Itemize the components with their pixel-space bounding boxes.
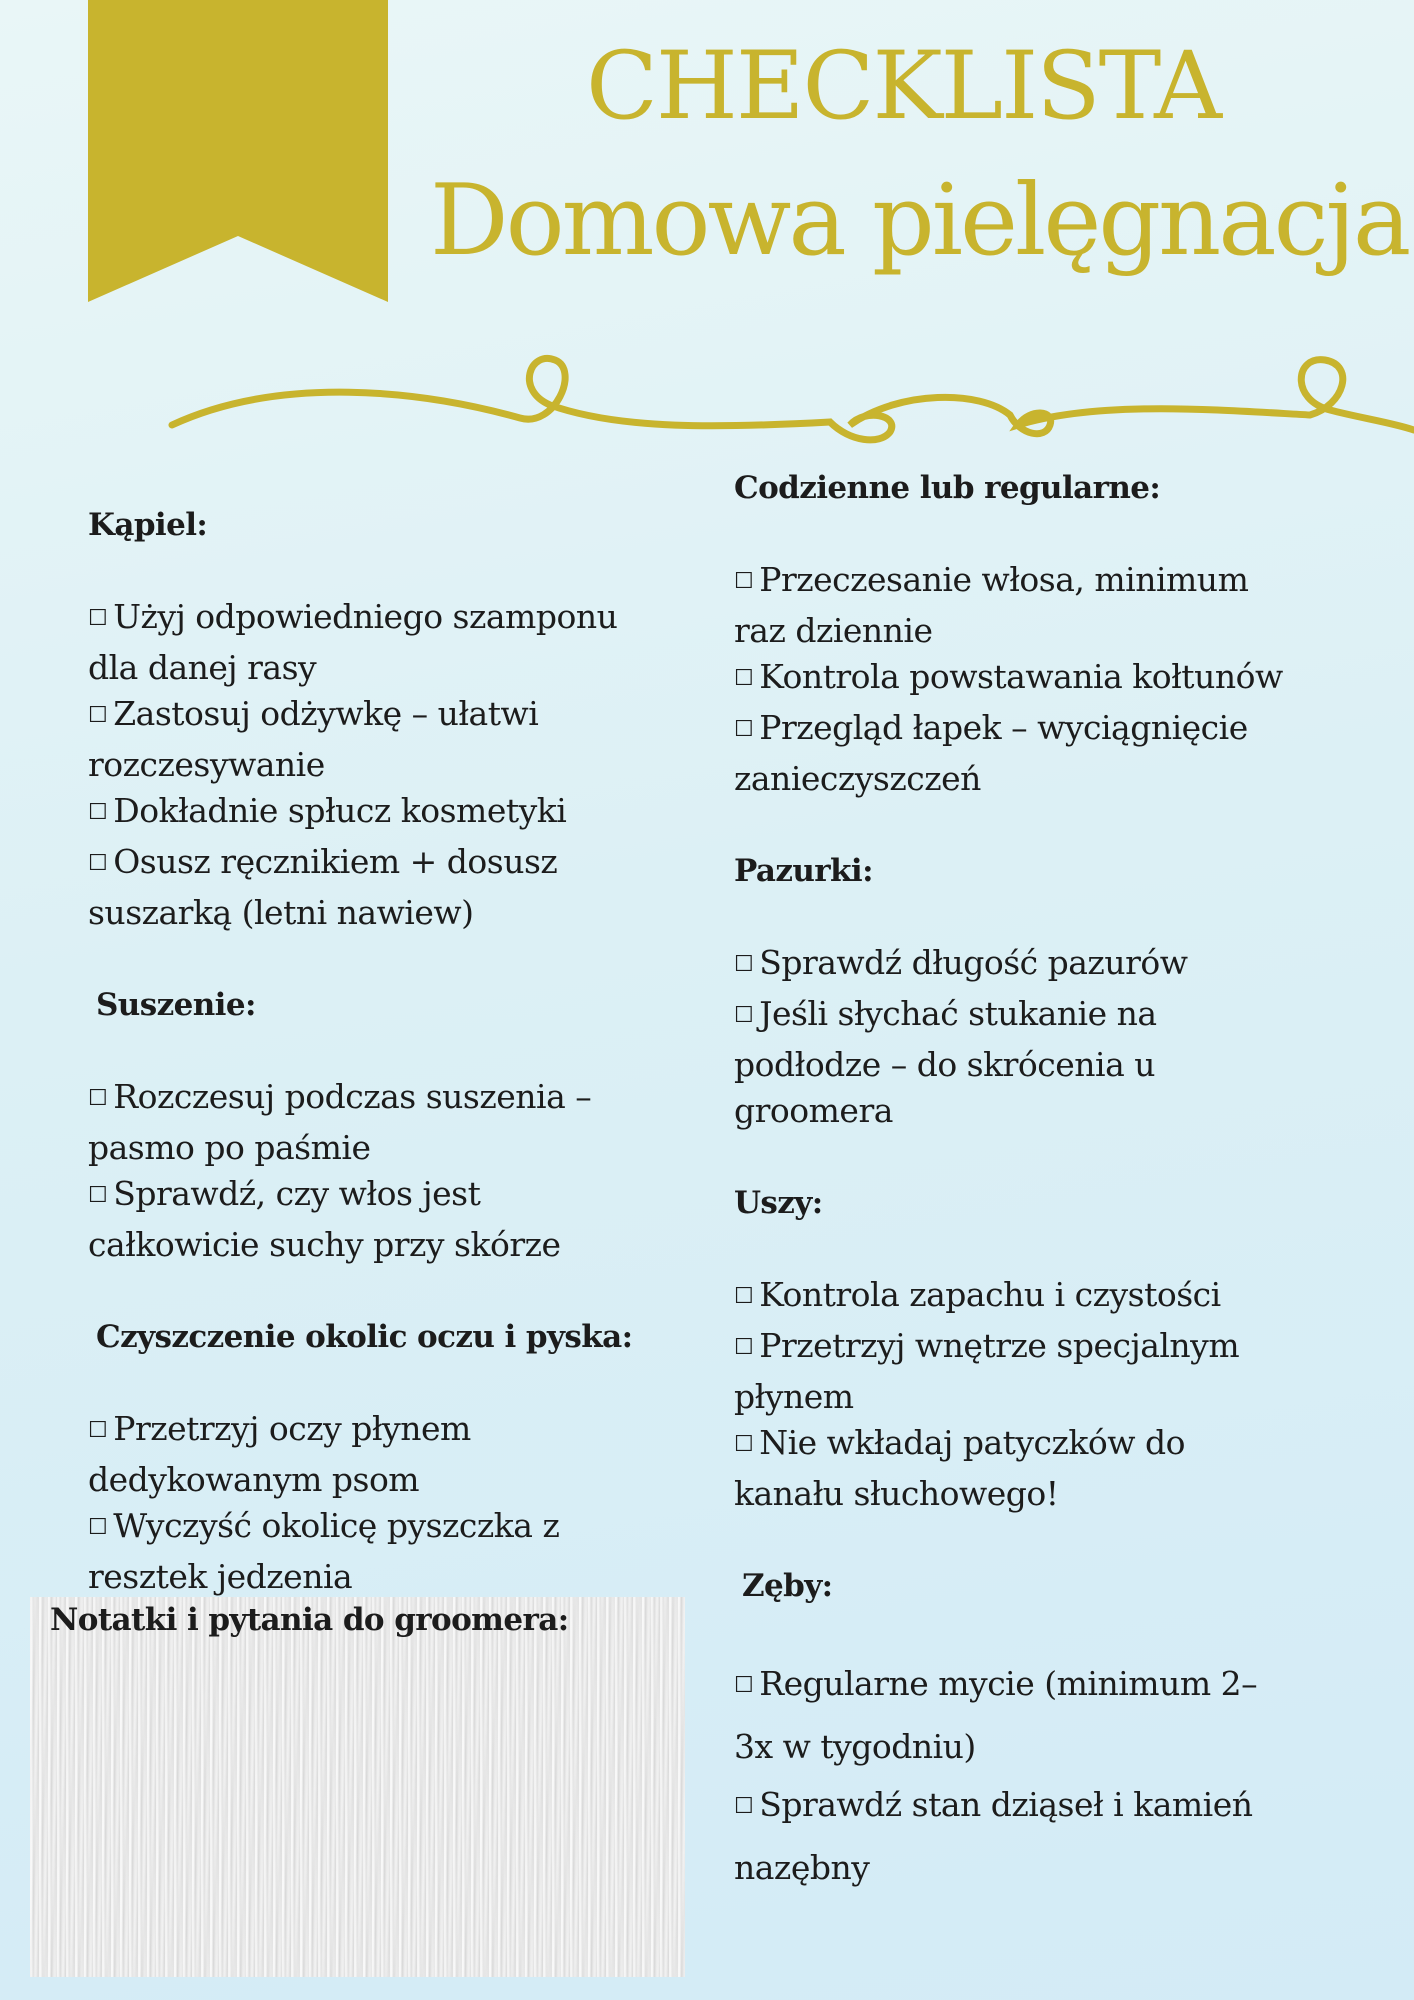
checklist-item: ☐ Sprawdź, czy włos jest całkowicie suchy przy skórze bbox=[88, 1174, 561, 1264]
checklist-item: ☐ Przetrzyj wnętrze specjalnym płynem bbox=[734, 1326, 1240, 1416]
bookmark-ribbon bbox=[88, 0, 388, 302]
section-drying bbox=[88, 982, 648, 1268]
checklist-item: ☐ Przeczesanie włosa, minimum raz dziennie bbox=[734, 560, 1249, 650]
section-heading: Kąpiel: bbox=[88, 507, 208, 543]
checkbox-icon[interactable]: ☐ bbox=[88, 800, 108, 825]
checklist-item: ☐ Zastosuj odżywkę – ułatwi rozczesywanie bbox=[88, 694, 539, 784]
checkbox-icon[interactable]: ☐ bbox=[734, 1794, 754, 1819]
section-heading: Suszenie: bbox=[96, 987, 256, 1023]
section-daily bbox=[734, 465, 1294, 802]
checkbox-icon[interactable]: ☐ bbox=[88, 606, 108, 631]
section-bath bbox=[88, 502, 648, 936]
checklist-item: ☐ Użyj odpowiedniego szamponu dla danej rasy bbox=[88, 597, 618, 687]
checklist-item: ☐ Sprawdź stan dziąseł i kamień nazębny bbox=[734, 1785, 1253, 1887]
checkbox-icon[interactable]: ☐ bbox=[734, 1284, 754, 1309]
checkbox-icon[interactable]: ☐ bbox=[88, 1515, 108, 1540]
checkbox-icon[interactable]: ☐ bbox=[734, 717, 754, 742]
checklist-item: ☐ Wyczyść okolicę pyszczka z resztek jedzenia bbox=[88, 1506, 560, 1596]
checklist-item: ☐ Kontrola zapachu i czystości bbox=[734, 1275, 1221, 1314]
checklist-item: ☐ Regularne mycie (minimum 2–3x w tygodniu) bbox=[734, 1664, 1258, 1766]
section-heading: Zęby: bbox=[742, 1568, 833, 1604]
checkbox-icon[interactable]: ☐ bbox=[88, 1183, 108, 1208]
checkbox-icon[interactable]: ☐ bbox=[88, 1418, 108, 1443]
notes-label: Notatki i pytania do groomera: bbox=[50, 1602, 569, 1638]
checkbox-icon[interactable]: ☐ bbox=[734, 952, 754, 977]
checkbox-icon[interactable]: ☐ bbox=[88, 851, 108, 876]
right-column bbox=[734, 465, 1294, 1943]
section-ears bbox=[734, 1180, 1294, 1517]
notes-area[interactable] bbox=[30, 1597, 685, 1977]
section-teeth bbox=[734, 1563, 1294, 1897]
checklist-item: ☐ Kontrola powstawania kołtunów bbox=[734, 657, 1283, 696]
section-heading: Codzienne lub regularne: bbox=[734, 470, 1161, 506]
checkbox-icon[interactable]: ☐ bbox=[734, 1335, 754, 1360]
section-heading: Uszy: bbox=[734, 1185, 823, 1221]
page-title: CHECKLISTA bbox=[586, 32, 1221, 141]
checkbox-icon[interactable]: ☐ bbox=[734, 1432, 754, 1457]
page-subtitle: Domowa pielęgnacja bbox=[430, 164, 1409, 278]
checkbox-icon[interactable]: ☐ bbox=[734, 666, 754, 691]
checklist-item: ☐ Przegląd łapek – wyciągnięcie zanieczyszczeń bbox=[734, 708, 1248, 798]
left-column bbox=[88, 502, 648, 1646]
checklist-item: ☐ Nie wkładaj patyczków do kanału słuchowego! bbox=[734, 1423, 1185, 1513]
checklist-item: ☐ Rozczesuj podczas suszenia – pasmo po paśmie bbox=[88, 1077, 592, 1167]
checklist-item: ☐ Jeśli słychać stukanie na podłodze – do skrócenia u groomera bbox=[734, 994, 1157, 1130]
checklist-item: ☐ Przetrzyj oczy płynem dedykowanym psom bbox=[88, 1409, 471, 1499]
checkbox-icon[interactable]: ☐ bbox=[734, 1003, 754, 1028]
section-heading: Czyszczenie okolic oczu i pyska: bbox=[96, 1319, 633, 1355]
section-claws bbox=[734, 848, 1294, 1134]
section-eyes-muzzle bbox=[88, 1314, 648, 1600]
section-heading: Pazurki: bbox=[734, 853, 873, 889]
checkbox-icon[interactable]: ☐ bbox=[88, 1086, 108, 1111]
checkbox-icon[interactable]: ☐ bbox=[734, 569, 754, 594]
swirl-divider bbox=[0, 330, 1414, 460]
checkbox-icon[interactable]: ☐ bbox=[88, 703, 108, 728]
checklist-item: ☐ Osusz ręcznikiem + dosusz suszarką (letni nawiew) bbox=[88, 842, 558, 932]
checklist-item: ☐ Sprawdź długość pazurów bbox=[734, 943, 1188, 982]
checkbox-icon[interactable]: ☐ bbox=[734, 1673, 754, 1698]
checklist-item: ☐ Dokładnie spłucz kosmetyki bbox=[88, 791, 567, 830]
